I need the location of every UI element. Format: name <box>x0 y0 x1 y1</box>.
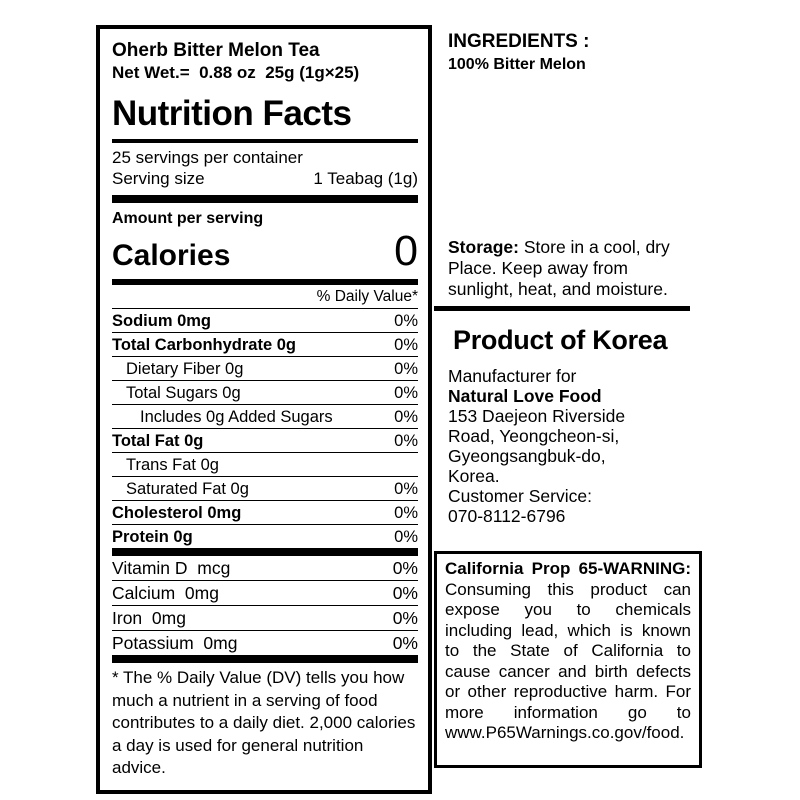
calories-label: Calories <box>112 239 231 272</box>
calories-row <box>112 227 418 276</box>
daily-value: 0% <box>394 503 418 522</box>
address-line: Gyeongsangbuk-do, <box>448 446 606 466</box>
nutrient-name: Iron 0mg <box>112 607 186 628</box>
nutrition-row <box>112 525 418 548</box>
warning-body: Consuming this product can expose you to chemicals including lead, which is known to the State of California to cause cancer and birth defects or other reproductive harm. For more information go to www.P65Warnings.co.gov/food. <box>445 579 691 742</box>
storage-text: Store in a cool, dry Place. Keep away from sunlight, heat, and moisture. <box>448 237 670 299</box>
daily-value: 0% <box>394 527 418 546</box>
nutrient-rows <box>112 309 418 548</box>
address-line: 153 Daejeon Riverside <box>448 406 626 426</box>
address-line: Road, Yeongcheon-si, <box>448 426 620 446</box>
nutrient-name: Cholesterol 0mg <box>112 503 242 522</box>
daily-value: 0% <box>394 479 418 498</box>
nutrition-row <box>112 606 418 631</box>
nutrient-name: Total Carbonhydrate 0g <box>112 335 296 354</box>
daily-value: 0% <box>394 359 418 378</box>
nutrient-name: Sodium 0mg <box>112 311 212 330</box>
manufacturer-section <box>448 366 678 526</box>
nutrition-row <box>112 631 418 655</box>
nutrient-name: Protein 0g <box>112 527 193 546</box>
nutrition-row <box>112 429 418 453</box>
daily-value-header: % Daily Value* <box>112 285 418 309</box>
thick-bar <box>112 655 418 663</box>
nutrition-row <box>112 357 418 381</box>
address-line: Korea. <box>448 466 500 486</box>
nutrition-row <box>112 453 418 477</box>
nutrition-row <box>112 381 418 405</box>
nutrient-name: Potassium 0mg <box>112 632 238 653</box>
daily-value: 0% <box>392 607 418 628</box>
manufacturer-name: Natural Love Food <box>448 386 602 406</box>
nutrient-name: Vitamin D mcg <box>112 557 231 578</box>
nutrient-name: Trans Fat 0g <box>126 455 219 474</box>
serving-size-label: Serving size <box>112 169 205 188</box>
daily-value: 0% <box>394 383 418 402</box>
prop65-warning-box <box>434 551 702 768</box>
daily-value: 0% <box>394 335 418 354</box>
customer-service-label: Customer Service: <box>448 486 592 506</box>
nutrient-name: Dietary Fiber 0g <box>126 359 244 378</box>
nutrition-facts-title: Nutrition Facts <box>112 94 352 133</box>
thick-bar <box>112 548 418 556</box>
vitamin-rows <box>112 556 418 655</box>
nutrient-name: Includes 0g Added Sugars <box>140 407 333 426</box>
daily-value: 0% <box>392 557 418 578</box>
serving-size-value: 1 Teabag (1g) <box>313 169 418 188</box>
net-weight: Net Wet.= 0.88 oz 25g (1g×25) <box>112 63 360 82</box>
double-rule <box>112 139 418 143</box>
origin-heading: Product of Korea <box>453 325 668 355</box>
daily-value: 0% <box>392 632 418 653</box>
nutrient-name: Total Fat 0g <box>112 431 204 450</box>
manufacturer-for: Manufacturer for <box>448 366 577 386</box>
daily-value: 0% <box>394 407 418 426</box>
amount-per-serving: Amount per serving <box>112 210 264 227</box>
nutrition-row <box>112 581 418 606</box>
serving-size-row <box>112 168 418 190</box>
servings-per-container: 25 servings per container <box>112 148 303 167</box>
nutrient-name: Total Sugars 0g <box>126 383 241 402</box>
ingredients-value: 100% Bitter Melon <box>448 56 586 73</box>
nutrition-row <box>112 556 418 581</box>
nutrition-row <box>112 405 418 429</box>
section-divider-rule <box>434 306 690 311</box>
customer-service-phone: 070-8112-6796 <box>448 506 566 526</box>
daily-value: 0% <box>394 431 418 450</box>
ingredients-section <box>448 30 748 75</box>
nutrition-row <box>112 501 418 525</box>
nutrient-name: Saturated Fat 0g <box>126 479 249 498</box>
nutrition-row <box>112 477 418 501</box>
nutrition-facts-panel <box>96 25 432 794</box>
daily-value: 0% <box>394 311 418 330</box>
nutrient-name: Calcium 0mg <box>112 582 219 603</box>
nutrition-row <box>112 309 418 333</box>
calories-value: 0 <box>394 227 418 275</box>
storage-label: Storage: <box>448 237 519 257</box>
product-name: Oherb Bitter Melon Tea <box>112 40 320 61</box>
nutrition-row <box>112 333 418 357</box>
storage-section <box>448 237 696 300</box>
thick-bar <box>112 195 418 203</box>
ingredients-heading: INGREDIENTS : <box>448 31 590 52</box>
warning-heading: California Prop 65-WARNING: <box>445 559 691 578</box>
daily-value: 0% <box>392 582 418 603</box>
daily-value-footnote: * The % Daily Value (DV) tells you how much a nutrient in a serving of food contributes to a daily diet. 2,000 calories a day is used for general nutrition advice. <box>112 668 416 777</box>
